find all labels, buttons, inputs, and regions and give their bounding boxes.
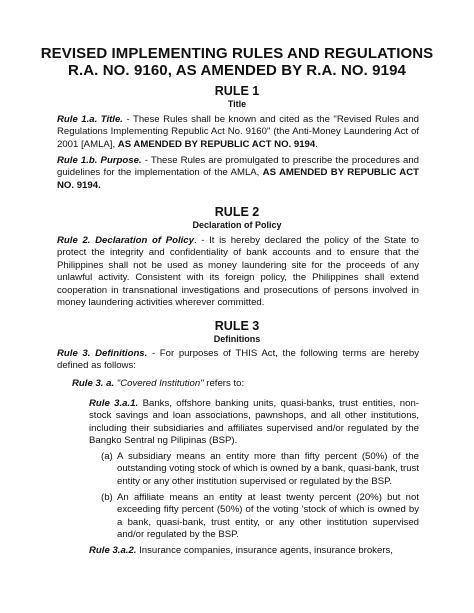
rule-1b-text: - These Rules are promulgated to prescribe the procedures and guidelines for the implementation of the AMLA, [57,155,419,179]
rule-1a-lead: Rule 1.a. Title. [57,114,123,125]
rule-3a-lead: Rule 3. a. [72,378,115,389]
rule-3a2-text: Insurance companies, insurance agents, insurance brokers, [136,545,393,556]
item-b-text: An affiliate means an entity at least twenty percent (20%) but not exceeding fifty percent (50%) of the voting 'stock of which is owned by a bank, quasi-bank, trust entity, or any other institution supervised and/or regulated by the BSP. [117,492,419,541]
rule-1b-paragraph [57,155,419,192]
rule-1a-paragraph [57,114,419,151]
rule-2-paragraph [57,235,419,309]
document-title-line-1: REVISED IMPLEMENTING RULES AND REGULATIONS [40,45,434,62]
rule-3a-paragraph [72,378,419,390]
rule-1-subheading: Title [227,99,247,109]
rule-1a-text: - These Rules shall be known and cited as the "Revised Rules and Regulations Implementing Republic Act No. 9160" (the Anti-Money Laundering Act of 2001 [AMLA], [57,114,419,150]
rule-3a1-lead: Rule 3.a.1. [89,398,139,409]
item-b-label: (b) [101,492,113,503]
rule-2-subheading: Declaration of Policy [192,220,282,230]
rule-2-heading: RULE 2 [214,205,260,219]
item-a-text: A subsidiary means an entity more than fifty percent (50%) of the outstanding voting stock of which is owned by a bank, quasi-bank, trust entity or any other institution supervised or regulated by the BSP. [117,451,419,487]
rule-1a-tail: . [315,138,318,150]
rule-3-paragraph [57,348,419,373]
rule-3a2-lead: Rule 3.a.2. [89,545,137,556]
rule-3-heading: RULE 3 [214,319,260,333]
rule-3-subheading: Definitions [213,334,261,344]
rule-3a2-paragraph [89,545,419,557]
document-title-line-2: R.A. NO. 9160, AS AMENDED BY R.A. NO. 9194 [68,62,406,79]
rule-1b-bold: AS AMENDED BY REPUBLIC ACT NO. 9194. [57,167,419,191]
rule-2-lead: Rule 2. Declaration of Policy [57,235,194,246]
rule-1-heading: RULE 1 [214,84,260,98]
rule-3a-term: "Covered Institution" [114,378,204,389]
rule-1a-bold: AS AMENDED BY REPUBLIC ACT NO. 9194 [117,138,316,150]
item-a-label: (a) [101,451,113,462]
rule-3a-text: refers to: [203,378,245,389]
rule-3-lead: Rule 3. Definitions. [57,348,148,359]
rule-1b-lead: Rule 1.b. Purpose. [57,155,142,166]
rule-3a1-text: Banks, offshore banking units, quasi-banks, trust entities, non-stock savings and loan associations, pawnshops, and all other institutions, including their subsidiaries and affiliates supervised and/or regulated by the Bangko Sentral ng Pilipinas (BSP). [89,398,419,447]
rule-3-text: - For purposes of THIS Act, the following terms are hereby defined as follows: [57,348,419,372]
rule-3a1-paragraph [89,398,419,448]
rule-2-text: . - It is hereby declared the policy of the State to protect the integrity and confidentiality of bank accounts and to ensure that the Philippines shall not be used as money laundering site for the proceeds of any unlawful activity. Consistent with its foreign policy, the Philippines shall extend cooperation in transnational investigations and prosecutions of persons involved in money laundering activities wherever committed. [57,235,419,309]
